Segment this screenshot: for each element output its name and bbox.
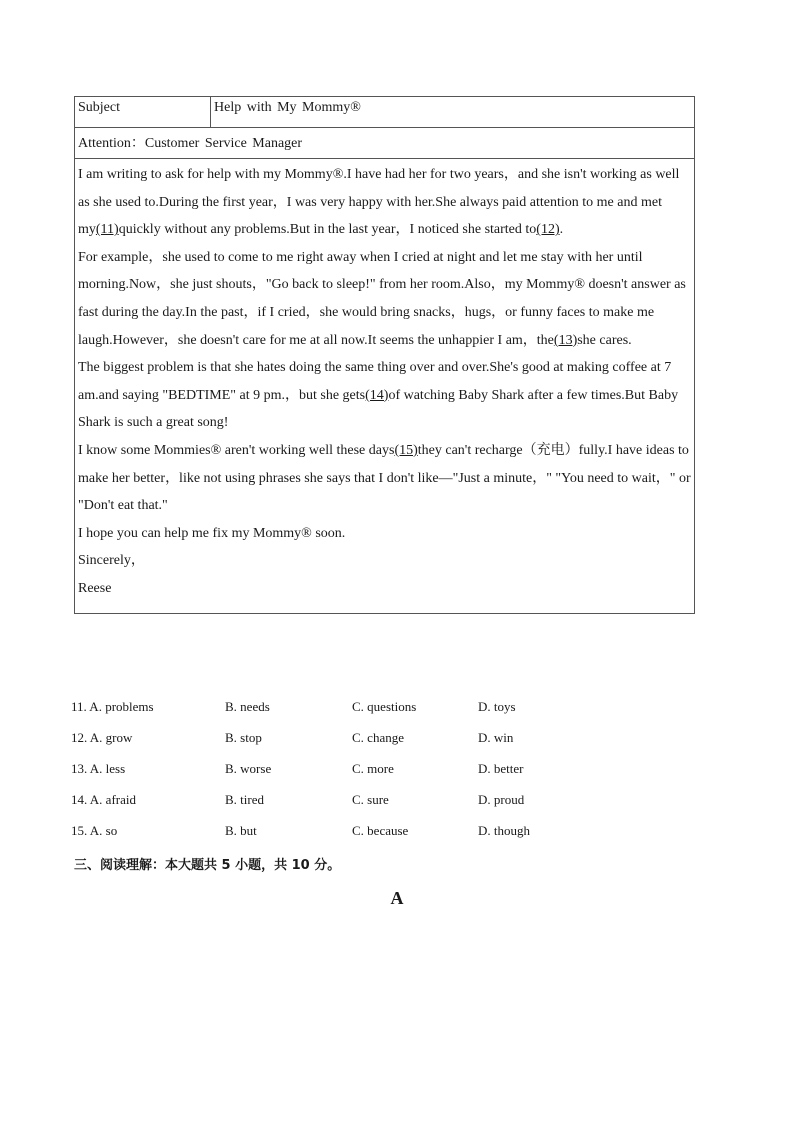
option-d[interactable]: D. toys [478,699,516,714]
option-c[interactable]: C. questions [352,699,417,714]
option-c[interactable]: C. because [352,823,409,838]
option-a[interactable]: 13. A. less [71,761,126,776]
text: . [559,222,564,238]
option-row-12 [71,726,631,757]
subject-row [75,97,694,128]
blank-12: (12) [536,222,560,238]
text: For example，she used to come to me right away when I cried at night and let me stay with her until morning.Now，she just shouts，"Go back to sleep!" from her room.Also，my Mommy® doesn't answer as fast during the day.In the past，if I cried，she would bring snacks，hugs，or funny faces to make me laugh.However，she doesn't care for me at all now.It seems the unhappier I am，the [78,249,686,348]
text: quickly without any problems.But in the last year，I noticed she started to [118,222,537,238]
subject-value: Help with My Mommy® [214,100,361,115]
letter-table [74,96,695,614]
blank-14: (14) [365,387,389,403]
passage-label: A [390,888,404,908]
option-b[interactable]: B. but [225,823,257,838]
option-c[interactable]: C. sure [352,792,389,807]
blank-13: (13) [553,332,578,348]
option-d[interactable]: D. better [478,761,524,776]
option-row-13 [71,757,631,788]
text: of watching Baby Shark after a few times.But Baby Shark is such a great song! [78,387,679,431]
option-b[interactable]: B. needs [225,699,270,714]
option-c[interactable]: C. more [352,761,394,776]
option-row-15 [71,819,631,850]
paragraph-3 [78,354,691,437]
option-row-14 [71,788,631,819]
paragraph-4 [78,437,691,520]
text: I know some Mommies® aren't working well these days [78,442,395,458]
option-row-11 [71,695,631,726]
option-c[interactable]: C. change [352,730,404,745]
closing: Sincerely， [78,553,145,569]
text: they can't recharge（充电）fully.I have ideas to make her better，like not using phrases she says that I don't like—"Just a minute，" "You need to wait，" or "Don't eat that." [78,442,691,514]
blank-15: (15) [394,442,418,458]
paragraph-5: I hope you can help me fix my Mommy® soon. [78,525,346,541]
subject-label: Subject [75,97,211,127]
attention-line: Attention：Customer Service Manager [75,128,694,159]
text: I am writing to ask for help with my Mommy®.I have had her for two years，and she isn't working as well as she used to.During the first year，I was very happy with her.She always paid attention to me and met my [78,167,680,238]
option-b[interactable]: B. stop [225,730,262,745]
options-list [71,695,631,850]
option-a[interactable]: 11. A. problems [71,699,154,714]
paragraph-2 [78,244,691,354]
letter-body [75,159,694,613]
option-b[interactable]: B. worse [225,761,272,776]
section-heading: 三、阅读理解：本大题共 5 小题，共 10 分。 [74,858,341,873]
option-d[interactable]: D. though [478,823,530,838]
option-a[interactable]: 14. A. afraid [71,792,136,807]
option-d[interactable]: D. win [478,730,514,745]
option-d[interactable]: D. proud [478,792,525,807]
blank-11: (11) [95,222,119,238]
option-a[interactable]: 12. A. grow [71,730,133,745]
text: The biggest problem is that she hates doing the same thing over and over.She's good at making coffee at 7 am.and saying "BEDTIME" at 9 pm.，but she gets [78,360,672,403]
paragraph-1 [78,161,691,244]
text: she cares. [577,332,632,348]
option-b[interactable]: B. tired [225,792,264,807]
option-a[interactable]: 15. A. so [71,823,118,838]
signature-name: Reese [78,580,112,596]
